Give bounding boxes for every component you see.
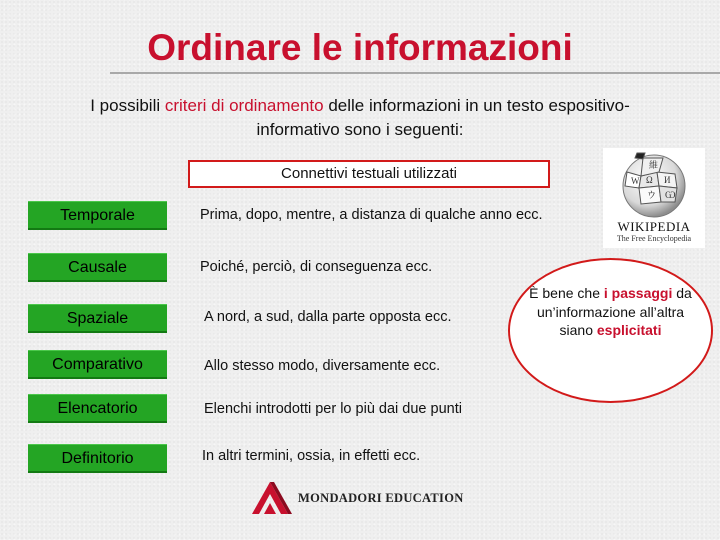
connettivi-causale: Poiché, perciò, di conseguenza ecc. (200, 259, 433, 275)
intro-highlight: criteri di ordinamento (164, 96, 324, 115)
note-part2: da un’informazione all’altra siano (536, 285, 692, 338)
note-part1: È bene che (529, 285, 604, 301)
connettivi-elencatorio: Elenchi introdotti per lo più dai due punti (204, 401, 462, 417)
svg-text:И: И (664, 175, 671, 185)
note-text (528, 284, 693, 340)
wikipedia-globe-icon (617, 150, 691, 220)
criterion-elencatorio: Elencatorio (28, 394, 167, 423)
connettivi-definitorio: In altri termini, ossia, in effetti ecc. (202, 448, 421, 464)
svg-text:維: 維 (649, 160, 659, 170)
intro-after: delle informazioni in un testo espositivo-informativo sono i seguenti: (256, 96, 630, 139)
title-divider (110, 72, 720, 74)
svg-text:Ѡ: Ѡ (665, 190, 676, 200)
note-highlight-esplicitati: esplicitati (596, 322, 662, 338)
wikipedia-tagline: The Free Encyclopedia (616, 234, 692, 243)
criterion-definitorio: Definitorio (28, 444, 167, 473)
page-title: Ordinare le informazioni (147, 27, 573, 68)
criterion-temporale: Temporale (28, 201, 167, 230)
svg-text:ウ: ウ (647, 190, 657, 200)
mondadori-logo (250, 480, 480, 516)
svg-text:W: W (631, 176, 640, 186)
wikipedia-wordmark: WIKIPEDIA (617, 219, 691, 234)
criterion-causale: Causale (28, 253, 167, 282)
connettivi-temporale: Prima, dopo, mentre, a distanza di qualche anno ecc. (200, 207, 543, 223)
criterion-spaziale: Spaziale (28, 304, 167, 333)
intro-before: I possibili (90, 96, 165, 115)
wikipedia-logo (603, 148, 705, 248)
connettivi-comparativo: Allo stesso modo, diversamente ecc. (204, 358, 441, 374)
criterion-comparativo: Comparativo (28, 350, 167, 379)
mondadori-emblem-icon (250, 480, 294, 516)
mondadori-wordmark: MONDADORI EDUCATION (298, 491, 464, 505)
svg-text:Ω: Ω (646, 175, 653, 185)
connettivi-header: Connettivi testuali utilizzati (188, 160, 550, 188)
connettivi-spaziale: A nord, a sud, dalla parte opposta ecc. (204, 309, 452, 325)
intro-text (60, 94, 660, 142)
note-highlight-passaggi: i passaggi (603, 285, 673, 301)
